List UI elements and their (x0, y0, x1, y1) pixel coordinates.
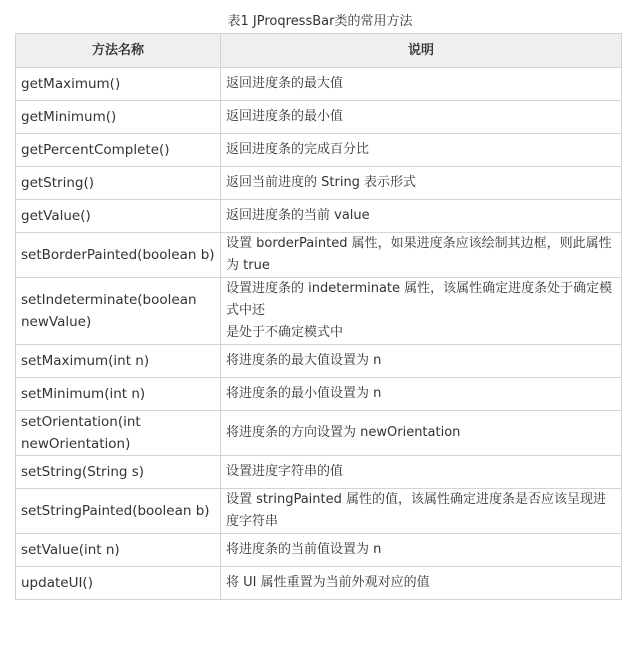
table-row (16, 378, 622, 411)
method-description: 返回进度条的最大值 (221, 68, 622, 101)
method-description: 将进度条的最大值设置为 n (221, 345, 622, 378)
method-name: setIndeterminate(boolean newValue) (16, 278, 221, 345)
method-description: 设置 borderPainted 属性，如果进度条应该绘制其边框，则此属性为 true (221, 233, 622, 278)
method-description: 设置 stringPainted 属性的值，该属性确定进度条是否应该呈现进度字符串 (221, 489, 622, 534)
method-description: 返回进度条的最小值 (221, 101, 622, 134)
table-row (16, 233, 622, 278)
table-row (16, 567, 622, 600)
method-name: getPercentComplete() (16, 134, 221, 167)
table-row (16, 134, 622, 167)
method-name: updateUI() (16, 567, 221, 600)
methods-table (15, 33, 622, 600)
method-name: getMinimum() (16, 101, 221, 134)
table-row (16, 345, 622, 378)
method-name: setString(String s) (16, 456, 221, 489)
method-name: getString() (16, 167, 221, 200)
method-name: setBorderPainted(boolean b) (16, 233, 221, 278)
method-name: setStringPainted(boolean b) (16, 489, 221, 534)
method-description: 将 UI 属性重置为当前外观对应的值 (221, 567, 622, 600)
method-description: 返回进度条的当前 value (221, 200, 622, 233)
method-description: 将进度条的当前值设置为 n (221, 534, 622, 567)
table-row (16, 411, 622, 456)
method-description: 返回进度条的完成百分比 (221, 134, 622, 167)
method-name: setMaximum(int n) (16, 345, 221, 378)
method-description: 将进度条的最小值设置为 n (221, 378, 622, 411)
header-method-name: 方法名称 (16, 34, 221, 68)
method-description: 将进度条的方向设置为 newOrientation (221, 411, 622, 456)
method-description: 返回当前进度的 String 表示形式 (221, 167, 622, 200)
method-name: getMaximum() (16, 68, 221, 101)
table-row (16, 167, 622, 200)
table-row (16, 489, 622, 534)
table-caption: 表1 JProqressBar类的常用方法 (227, 14, 413, 29)
method-name: setMinimum(int n) (16, 378, 221, 411)
table-row (16, 101, 622, 134)
method-description (221, 278, 622, 345)
method-name: setValue(int n) (16, 534, 221, 567)
table-row (16, 200, 622, 233)
method-description-line1: 设置进度条的 indeterminate 属性，该属性确定进度条处于确定模式中还 (226, 281, 613, 318)
header-description: 说明 (221, 34, 622, 68)
method-name: getValue() (16, 200, 221, 233)
table-row (16, 68, 622, 101)
method-description: 设置进度字符串的值 (221, 456, 622, 489)
table-row (16, 456, 622, 489)
table-row (16, 534, 622, 567)
method-name: setOrientation(int newOrientation) (16, 411, 221, 456)
table-row (16, 278, 622, 345)
table-header-row (16, 34, 622, 68)
method-description-line2: 是处于不确定模式中 (226, 325, 344, 340)
